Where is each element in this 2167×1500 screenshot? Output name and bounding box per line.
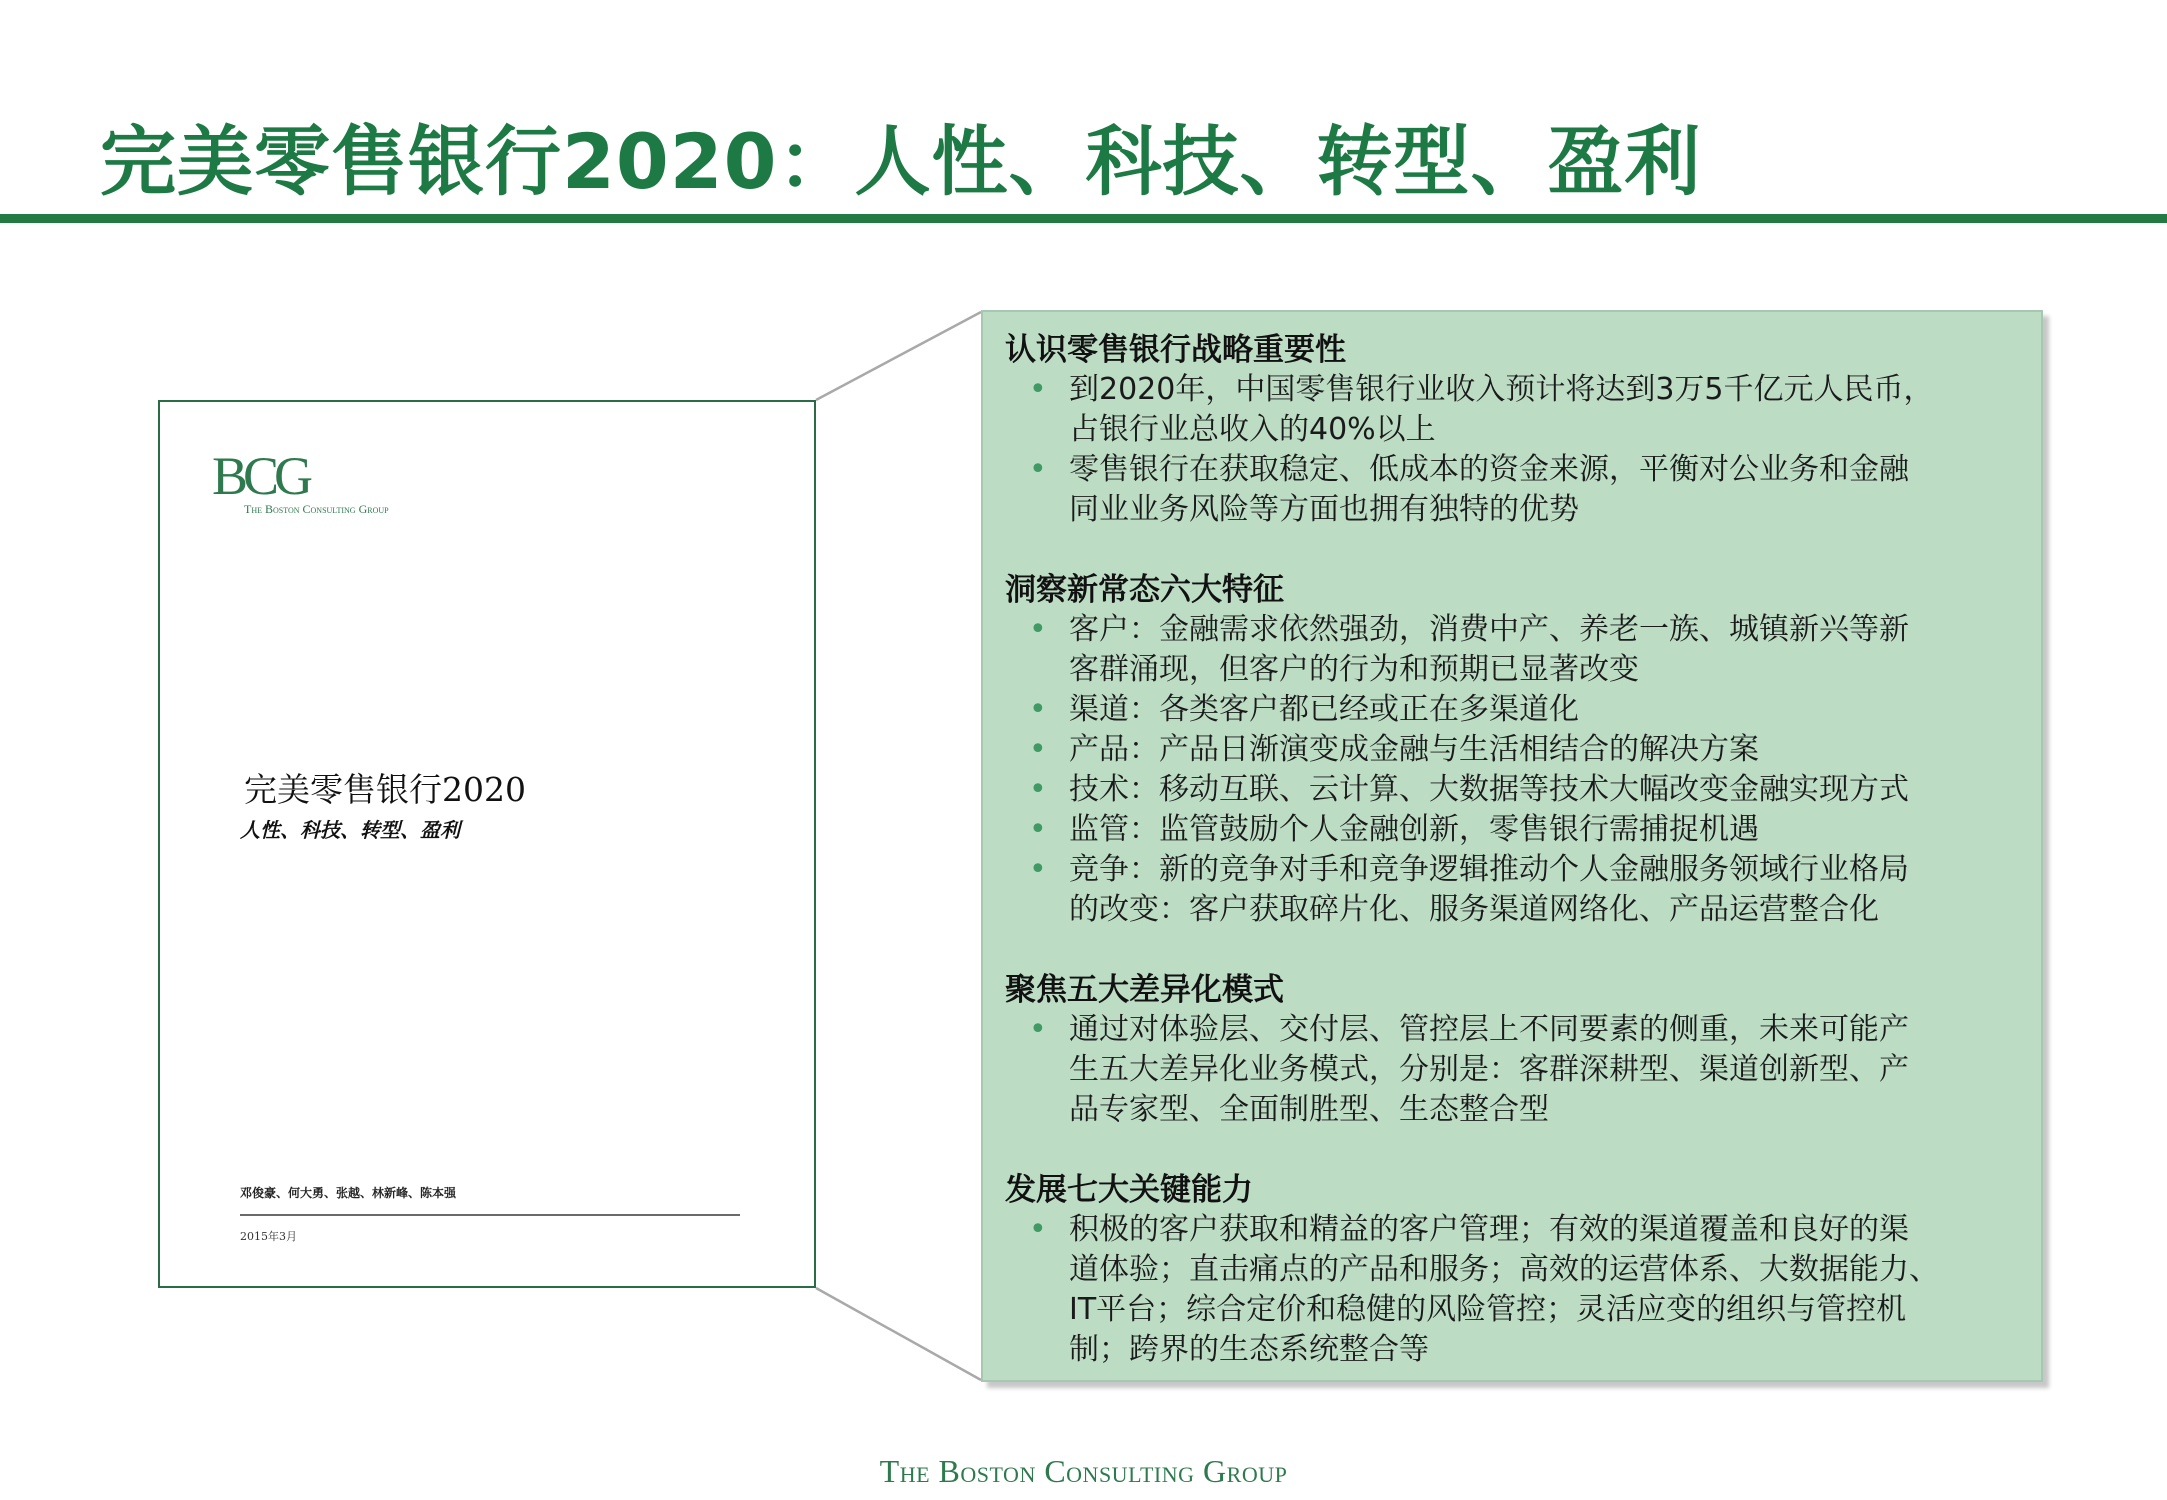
bullet-item	[1005, 1210, 2015, 1370]
bullet-line: 渠道：各类客户都已经或正在多渠道化	[1069, 692, 1579, 727]
bullet-item	[1005, 690, 2015, 730]
bullet-list	[1005, 610, 2015, 930]
bullet-dot-icon: •	[1029, 372, 1047, 407]
bullet-item	[1005, 730, 2015, 770]
bullet-line: 客群涌现，但客户的行为和预期已显著改变	[1069, 652, 1639, 687]
bullet-line: 生五大差异化业务模式，分别是：客群深耕型、渠道创新型、产	[1069, 1052, 1909, 1087]
report-cover-thumbnail	[158, 400, 816, 1288]
section-title: 聚焦五大差异化模式	[1005, 972, 1284, 1008]
bullet-dot-icon: •	[1029, 772, 1047, 807]
bullet-line: 竞争：新的竞争对手和竞争逻辑推动个人金融服务领域行业格局	[1069, 852, 1909, 887]
section-strategy	[1005, 330, 2015, 530]
section-differentiation	[1005, 970, 2015, 1130]
bullet-dot-icon: •	[1029, 812, 1047, 847]
section-title: 洞察新常态六大特征	[1005, 572, 1284, 608]
bullet-line: 零售银行在获取稳定、低成本的资金来源，平衡对公业务和金融	[1069, 452, 1909, 487]
bullet-line: 同业业务风险等方面也拥有独特的优势	[1069, 492, 1579, 527]
bullet-line: 道体验；直击痛点的产品和服务；高效的运营体系、大数据能力、	[1069, 1252, 1939, 1287]
bullet-dot-icon: •	[1029, 612, 1047, 647]
bullet-line: IT平台；综合定价和稳健的风险管控；灵活应变的组织与管控机	[1069, 1292, 1907, 1327]
bullet-item	[1005, 1010, 2015, 1130]
bullet-item	[1005, 370, 2015, 450]
bullet-line: 技术：移动互联、云计算、大数据等技术大幅改变金融实现方式	[1069, 772, 1909, 807]
bullet-line: 品专家型、全面制胜型、生态整合型	[1069, 1092, 1549, 1127]
bullet-line: 监管：监管鼓励个人金融创新，零售银行需捕捉机遇	[1069, 812, 1759, 847]
section-title: 认识零售银行战略重要性	[1005, 332, 1346, 368]
bullet-list	[1005, 370, 2015, 530]
cover-title: 完美零售银行2020	[244, 770, 526, 809]
bcg-logo-subtitle: The Boston Consulting Group	[244, 502, 389, 516]
bullet-item	[1005, 850, 2015, 930]
bullet-line: 占银行业总收入的40%以上	[1069, 412, 1436, 447]
footer-brand: The Boston Consulting Group	[879, 1453, 1288, 1489]
bullet-dot-icon: •	[1029, 852, 1047, 887]
summary-panel	[981, 310, 2043, 1382]
bullet-line: 产品：产品日渐演变成金融与生活相结合的解决方案	[1069, 732, 1759, 767]
bullet-item	[1005, 450, 2015, 530]
connector-bottom-line	[816, 1288, 981, 1380]
bullet-line: 到2020年，中国零售银行业收入预计将达到3万5千亿元人民币，	[1069, 372, 1934, 407]
bullet-dot-icon: •	[1029, 692, 1047, 727]
section-new-normal	[1005, 570, 2015, 930]
bullet-list	[1005, 1210, 2015, 1370]
section-capabilities	[1005, 1170, 2015, 1370]
connector-top-line	[816, 312, 981, 400]
cover-authors: 邓俊豪、何大勇、张越、林新峰、陈本强	[240, 1186, 457, 1200]
bullet-line: 客户：金融需求依然强劲，消费中产、养老一族、城镇新兴等新	[1069, 612, 1909, 647]
bullet-item	[1005, 770, 2015, 810]
bullet-line: 制；跨界的生态系统整合等	[1069, 1332, 1429, 1367]
slide-title: 完美零售银行2020：人性、科技、转型、盈利	[100, 117, 1702, 206]
cover-divider	[240, 1214, 740, 1216]
bullet-dot-icon: •	[1029, 452, 1047, 487]
bullet-line: 通过对体验层、交付层、管控层上不同要素的侧重，未来可能产	[1069, 1012, 1909, 1047]
bullet-dot-icon: •	[1029, 1212, 1047, 1247]
bullet-dot-icon: •	[1029, 1012, 1047, 1047]
bullet-dot-icon: •	[1029, 732, 1047, 767]
section-title: 发展七大关键能力	[1005, 1172, 1253, 1208]
bullet-item	[1005, 610, 2015, 690]
bullet-line: 积极的客户获取和精益的客户管理；有效的渠道覆盖和良好的渠	[1069, 1212, 1909, 1247]
bullet-item	[1005, 810, 2015, 850]
cover-subtitle: 人性、科技、转型、盈利	[240, 818, 460, 842]
bullet-line: 的改变：客户获取碎片化、服务渠道网络化、产品运营整合化	[1069, 892, 1879, 927]
bullet-list	[1005, 1010, 2015, 1130]
cover-date: 2015年3月	[240, 1230, 297, 1243]
bcg-logo: BCG	[212, 446, 309, 506]
